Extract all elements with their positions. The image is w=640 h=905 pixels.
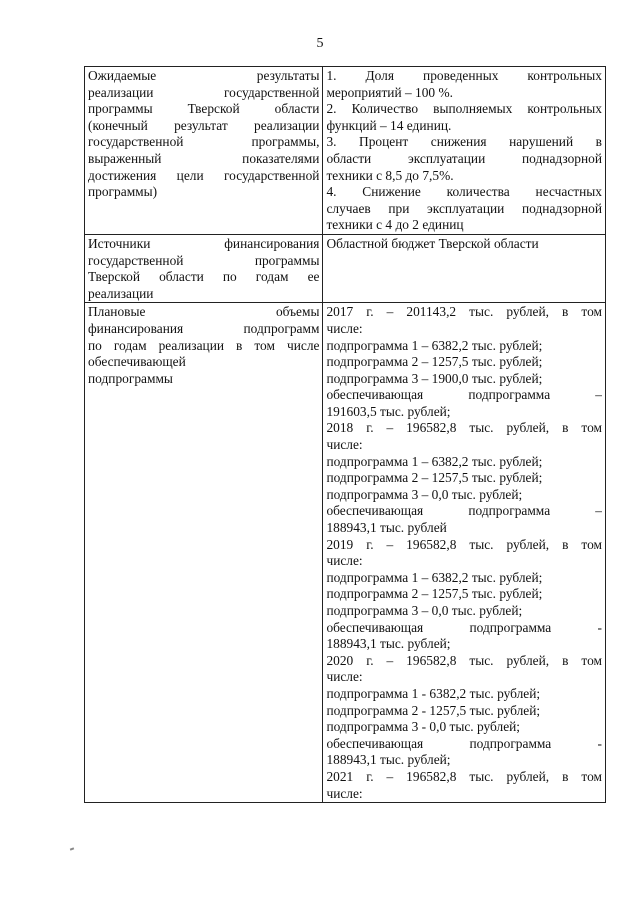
value-line: подпрограмма 2 – 1257,5 тыс. рублей; bbox=[326, 354, 543, 370]
row-label-cell bbox=[85, 67, 323, 235]
label-line: выраженный показателями bbox=[88, 150, 320, 166]
value-line: подпрограмма 1 – 6382,2 тыс. рублей; bbox=[326, 453, 543, 469]
value-line: Областной бюджет Тверской области bbox=[326, 235, 539, 251]
row-label-cell bbox=[85, 303, 323, 803]
value-line: подпрограмма 1 – 6382,2 тыс. рублей; bbox=[326, 569, 543, 585]
label-line: программы) bbox=[88, 184, 158, 200]
label-line: обеспечивающей bbox=[88, 354, 186, 370]
label-line: финансирования подпрограмм bbox=[88, 320, 320, 336]
value-line: 2017 г. – 201143,2 тыс. рублей, в том bbox=[326, 304, 602, 320]
value-line: подпрограмма 2 – 1257,5 тыс. рублей; bbox=[326, 586, 543, 602]
program-passport-table bbox=[84, 66, 606, 803]
label-line: Ожидаемые результаты bbox=[88, 68, 320, 83]
value-line: 1. Доля проведенных контрольных bbox=[326, 68, 602, 83]
value-line: 4. Снижение количества несчастных bbox=[326, 184, 602, 200]
value-line: подпрограмма 1 – 6382,2 тыс. рублей; bbox=[326, 337, 543, 353]
row-value-cell bbox=[323, 67, 606, 235]
value-line: техники с 4 до 2 единиц bbox=[326, 217, 464, 233]
label-line: Тверской области по годам ее bbox=[88, 269, 320, 285]
value-line: обеспечивающая подпрограмма - bbox=[326, 735, 602, 751]
value-line: подпрограмма 3 - 0,0 тыс. рублей; bbox=[326, 719, 521, 735]
label-line: Плановые объемы bbox=[88, 304, 320, 320]
value-line: 191603,5 тыс. рублей; bbox=[326, 403, 451, 419]
label-line: Источники финансирования bbox=[88, 235, 320, 251]
value-line: подпрограмма 3 – 0,0 тыс. рублей; bbox=[326, 603, 523, 618]
value-line: 2021 г. – 196582,8 тыс. рублей, в том bbox=[326, 768, 602, 784]
value-line: подпрограмма 2 - 1257,5 тыс. рублей; bbox=[326, 702, 541, 718]
label-line: реализации bbox=[88, 285, 154, 301]
value-line: подпрограмма 3 – 1900,0 тыс. рублей; bbox=[326, 370, 543, 386]
value-line: 2020 г. – 196582,8 тыс. рублей, в том bbox=[326, 652, 602, 668]
value-line: обеспечивающая подпрограмма – bbox=[326, 387, 602, 403]
row-value-cell bbox=[323, 303, 606, 803]
value-line: подпрограмма 1 - 6382,2 тыс. рублей; bbox=[326, 685, 541, 701]
value-line: 3. Процент снижения нарушений в bbox=[326, 134, 602, 150]
table-row bbox=[85, 234, 606, 302]
value-line: области эксплуатации поднадзорной bbox=[326, 150, 602, 166]
value-line: числе: bbox=[326, 785, 363, 801]
value-line: функций – 14 единиц. bbox=[326, 117, 452, 133]
value-line: числе: bbox=[326, 669, 363, 685]
value-line: обеспечивающая подпрограмма – bbox=[326, 503, 602, 519]
page-number: 5 bbox=[316, 36, 324, 51]
value-line: 2. Количество выполняемых контрольных bbox=[326, 101, 602, 117]
value-line: 188943,1 тыс. рублей; bbox=[326, 752, 451, 768]
row-label-cell bbox=[85, 234, 323, 302]
row-value-cell bbox=[323, 234, 606, 302]
scan-mark bbox=[70, 847, 74, 850]
label-line: программы Тверской области bbox=[88, 101, 320, 117]
value-line: числе: bbox=[326, 437, 363, 453]
value-line: техники с 8,5 до 7,5%. bbox=[326, 167, 454, 183]
label-line: по годам реализации в том числе bbox=[88, 337, 320, 353]
table-row bbox=[85, 67, 606, 235]
value-line: числе: bbox=[326, 320, 363, 336]
value-line: подпрограмма 2 – 1257,5 тыс. рублей; bbox=[326, 470, 543, 486]
label-line: реализации государственной bbox=[88, 84, 320, 100]
value-line: 2019 г. – 196582,8 тыс. рублей, в том bbox=[326, 536, 602, 552]
value-line: 188943,1 тыс. рублей bbox=[326, 520, 447, 536]
value-line: мероприятий – 100 %. bbox=[326, 84, 453, 100]
value-line: случаев при эксплуатации поднадзорной bbox=[326, 200, 602, 216]
value-line: подпрограмма 3 – 0,0 тыс. рублей; bbox=[326, 486, 523, 502]
label-line: достижения цели государственной bbox=[88, 167, 320, 183]
value-line: числе: bbox=[326, 553, 363, 569]
value-line: 188943,1 тыс. рублей; bbox=[326, 636, 451, 652]
value-line: обеспечивающая подпрограмма - bbox=[326, 619, 602, 635]
value-line: 2018 г. – 196582,8 тыс. рублей, в том bbox=[326, 420, 602, 436]
label-line: подпрограммы bbox=[88, 370, 173, 386]
label-line: (конечный результат реализации bbox=[88, 117, 320, 133]
table-row bbox=[85, 303, 606, 803]
label-line: государственной программы, bbox=[88, 134, 320, 150]
label-line: государственной программы bbox=[88, 252, 320, 268]
